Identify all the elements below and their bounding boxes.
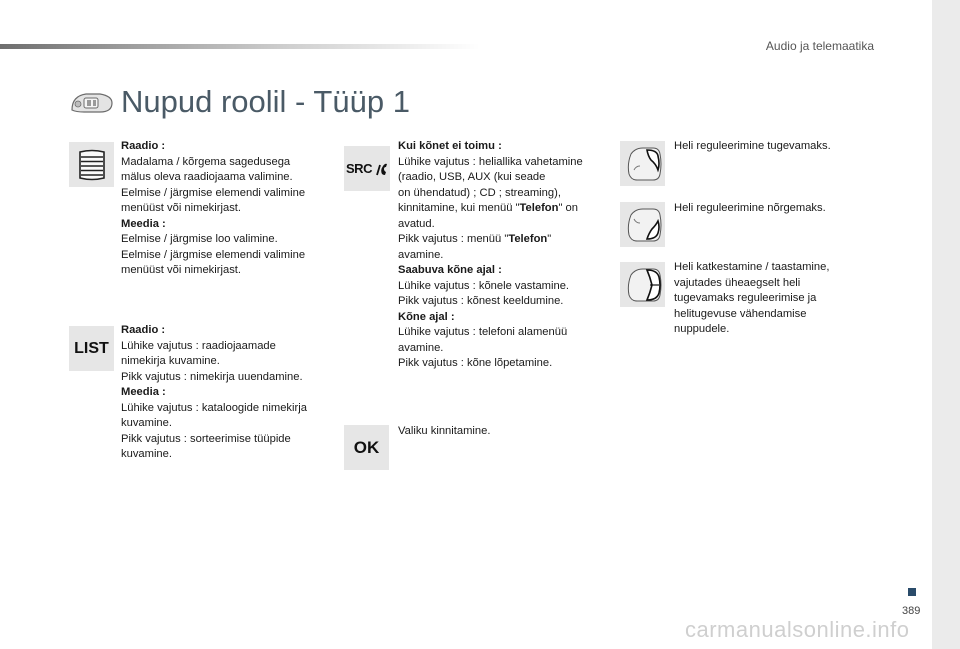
desc-line: Lühike vajutus : kõnele vastamine. [398,279,570,292]
ok-button-description [398,424,490,440]
desc-line [398,232,583,248]
text-fragment: " [547,233,552,245]
header-gradient-bar [0,44,480,49]
page-marker [908,588,916,596]
desc-line: Lühike vajutus : telefoni alamenüü [398,326,568,338]
scroll-wheel-icon [77,149,107,181]
desc-line: Madalama / kõrgema sagedusega [121,155,291,168]
volume-down-description [674,201,826,217]
desc-line: helitugevuse vähendamise [674,307,807,320]
desc-line: Eelmise / järgmise elemendi valimine [121,248,306,261]
desc-line: menüüst või nimekirjast. [121,202,241,214]
desc-line: on ühendatud) ; CD ; streaming), [398,186,561,199]
desc-line: Lühike vajutus : heliallika vahetamine [398,155,583,168]
text-fragment: " on [558,202,578,214]
desc-line: Pikk vajutus : kõnest keeldumine. [398,295,564,307]
desc-line: avamine. [398,248,444,261]
media-heading: Meedia : [121,386,166,398]
desc-line: Heli katkestamine / taastamine, [674,261,830,273]
desc-line: mälus oleva raadiojaama valimine. [121,171,293,183]
volume-down-button-icon [623,205,663,245]
desc-line: kuvamine. [121,417,172,429]
desc-line: kuvamine. [121,448,172,460]
section-title: Audio ja telemaatika [765,39,874,53]
mute-buttons-icon [623,265,663,305]
steering-wheel-controls-icon [70,90,114,116]
desc-line: Valiku kinnitamine. [398,425,491,437]
desc-line: Pikk vajutus : sorteerimise tüüpide [121,432,291,445]
desc-line: nuppudele. [674,323,730,335]
desc-line: menüüst või nimekirjast. [121,264,241,276]
desc-line: Pikk vajutus : nimekirja uuendamine. [121,370,303,383]
right-margin-strip [932,0,960,649]
desc-line: avatud. [398,217,435,230]
desc-line: Heli reguleerimine nõrgemaks. [674,202,826,214]
desc-line: Pikk vajutus : kõne lõpetamine. [398,357,553,369]
desc-line: tugevamaks reguleerimise ja [674,292,817,304]
scroll-wheel-description [121,139,305,279]
text-fragment: Pikk vajutus : menüü " [398,233,509,245]
src-phone-description [398,139,583,372]
list-button-label: LIST [74,339,109,357]
volume-up-button [620,141,665,186]
volume-up-description [674,139,831,155]
ok-button [344,425,389,470]
desc-line: Heli reguleerimine tugevamaks. [674,140,831,152]
volume-down-button [620,202,665,247]
src-button-label: SRC [346,161,372,176]
desc-line: avamine. [398,341,444,354]
volume-up-button-icon [623,144,663,184]
desc-line: (raadio, USB, AUX (kui seade [398,171,546,183]
scroll-wheel-button [69,142,114,187]
desc-line: vajutades üheaegselt heli [674,276,801,289]
during-call-heading: Kõne ajal : [398,310,455,323]
desc-line: nimekirja kuvamine. [121,355,220,367]
page-number: 389 [902,605,921,617]
ok-button-label: OK [353,437,380,457]
incoming-call-heading: Saabuva kõne ajal : [398,264,502,276]
mute-description [674,260,829,338]
src-phone-button [344,146,390,191]
desc-line [398,201,583,217]
text-fragment: kinnitamine, kui menüü " [398,202,520,214]
desc-line: Eelmise / järgmise loo valimine. [121,233,278,245]
desc-line: Eelmise / järgmise elemendi valimine [121,186,306,199]
watermark: carmanualsonline.info [685,617,910,642]
desc-line: Lühike vajutus : raadiojaamade [121,339,276,352]
telefon-keyword: Telefon [519,202,559,214]
no-call-heading: Kui kõnet ei toimu : [398,140,502,152]
mute-buttons [620,262,665,307]
radio-heading: Raadio : [121,324,166,336]
desc-line: Lühike vajutus : kataloogide nimekirja [121,401,307,414]
radio-heading: Raadio : [121,140,166,152]
list-button [69,326,114,371]
page-title: Nupud roolil - Tüüp 1 [121,84,410,119]
telefon-keyword: Telefon [508,233,548,245]
phone-icon [374,161,388,177]
list-button-description [121,323,307,463]
media-heading: Meedia : [121,217,166,230]
